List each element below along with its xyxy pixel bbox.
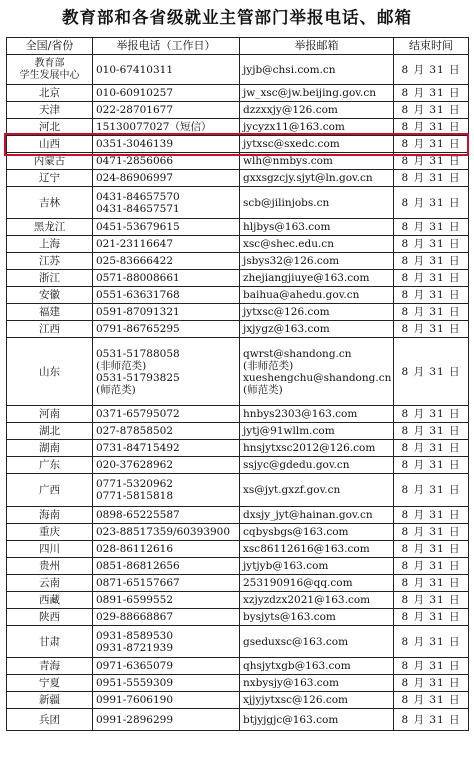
phone-cell-line: 025-83666422 xyxy=(96,255,174,267)
phone-cell-line: 0991-7606190 xyxy=(96,694,174,706)
end-date-cell: 8 月 31 日 xyxy=(394,187,469,219)
email-cell-line: dxsjy_jyt@hainan.gov.cn xyxy=(243,509,373,521)
email-cell xyxy=(240,474,394,507)
table-row xyxy=(7,709,469,731)
email-cell-line: xjjyjytxsc@126.com xyxy=(243,694,348,706)
email-cell-line: btjyjgjc@163.com xyxy=(243,713,339,726)
phone-cell-line: 0851-86812656 xyxy=(96,560,180,572)
phone-cell xyxy=(93,507,240,524)
phone-cell xyxy=(93,440,240,457)
phone-cell xyxy=(93,423,240,440)
end-date-cell: 8 月 31 日 xyxy=(394,153,469,170)
region-cell xyxy=(7,187,93,219)
region-cell-line: 河北 xyxy=(39,121,60,133)
phone-cell xyxy=(93,187,240,219)
region-cell-line: 重庆 xyxy=(39,526,60,538)
phone-cell xyxy=(93,406,240,423)
table-row xyxy=(7,692,469,709)
region-cell xyxy=(7,219,93,236)
phone-cell-line: 0591-87091321 xyxy=(96,306,180,318)
phone-cell-line: 15130077027（短信） xyxy=(96,121,212,133)
region-cell xyxy=(7,457,93,474)
email-cell xyxy=(240,85,394,102)
email-cell-line: dzzxxjy@126.com xyxy=(243,104,338,116)
phone-cell-line: (非师范类) xyxy=(96,359,147,372)
email-cell xyxy=(240,236,394,253)
email-cell-line: jytxsc@126.com xyxy=(243,306,330,318)
phone-cell-line: 0771-5320962 xyxy=(96,478,174,490)
phone-cell-line: 022-28701677 xyxy=(96,104,174,116)
phone-cell-line: 0731-84715492 xyxy=(96,442,180,454)
region-cell-line: 广西 xyxy=(39,484,60,496)
end-date-cell: 8 月 31 日 xyxy=(394,253,469,270)
email-cell-line: jytjyb@163.com xyxy=(243,560,329,572)
email-cell xyxy=(240,692,394,709)
header-region: 全国/省份 xyxy=(7,38,93,55)
phone-cell xyxy=(93,102,240,119)
table-row xyxy=(7,575,469,592)
phone-cell-line: 0471-2856066 xyxy=(96,155,174,167)
region-cell-line: 四川 xyxy=(39,543,60,555)
table-row xyxy=(7,102,469,119)
email-cell-line: jytj@91wllm.com xyxy=(243,425,335,437)
region-cell xyxy=(7,474,93,507)
email-cell xyxy=(240,541,394,558)
end-date-cell: 8 月 31 日 xyxy=(394,507,469,524)
phone-cell xyxy=(93,170,240,187)
email-cell-line: qhsjytxgb@163.com xyxy=(243,660,351,672)
end-date-cell: 8 月 31 日 xyxy=(394,541,469,558)
region-cell-line: 福建 xyxy=(39,306,60,318)
table-row xyxy=(7,609,469,626)
region-cell xyxy=(7,658,93,675)
region-cell-line: 山西 xyxy=(39,138,60,150)
table-row xyxy=(7,474,469,507)
table-row xyxy=(7,406,469,423)
email-cell xyxy=(240,287,394,304)
table-row xyxy=(7,524,469,541)
phone-cell xyxy=(93,658,240,675)
phone-cell xyxy=(93,153,240,170)
table-row xyxy=(7,423,469,440)
region-cell-line: 江苏 xyxy=(39,255,60,267)
region-cell xyxy=(7,338,93,406)
email-cell-line: baihua@ahedu.gov.cn xyxy=(243,289,360,301)
end-date-cell: 8 月 31 日 xyxy=(394,270,469,287)
phone-cell xyxy=(93,321,240,338)
region-cell xyxy=(7,321,93,338)
phone-cell xyxy=(93,457,240,474)
region-cell-line: 西藏 xyxy=(39,594,60,606)
region-cell-line: 北京 xyxy=(39,87,60,99)
region-cell xyxy=(7,575,93,592)
phone-cell xyxy=(93,524,240,541)
email-cell xyxy=(240,136,394,153)
email-cell-line: jycyzx11@163.com xyxy=(243,121,345,133)
table-row xyxy=(7,338,469,406)
end-date-cell: 8 月 31 日 xyxy=(394,236,469,253)
region-cell xyxy=(7,236,93,253)
end-date-cell: 8 月 31 日 xyxy=(394,658,469,675)
region-cell-line: 河南 xyxy=(39,408,60,420)
region-cell xyxy=(7,423,93,440)
region-cell xyxy=(7,524,93,541)
region-cell-line: 教育部 xyxy=(34,57,65,69)
phone-cell xyxy=(93,136,240,153)
email-cell-line: 253190916@qq.com xyxy=(243,577,353,589)
phone-cell xyxy=(93,609,240,626)
email-cell-line: gxxsgzcjy.sjyt@ln.gov.cn xyxy=(243,172,373,184)
email-cell xyxy=(240,709,394,731)
region-cell xyxy=(7,136,93,153)
email-cell-line: hnbys2303@163.com xyxy=(243,408,358,420)
email-cell xyxy=(240,507,394,524)
region-cell-line: 学生发展中心 xyxy=(19,69,80,81)
phone-cell-line: 010-67410311 xyxy=(96,63,174,76)
email-cell-line: hnsjytxsc2012@126.com xyxy=(243,442,376,454)
phone-cell-line: 0971-6365079 xyxy=(96,660,174,672)
email-cell xyxy=(240,119,394,136)
end-date-cell: 8 月 31 日 xyxy=(394,119,469,136)
region-cell-line: 贵州 xyxy=(39,560,60,572)
table-row xyxy=(7,304,469,321)
email-cell xyxy=(240,524,394,541)
end-date-cell: 8 月 31 日 xyxy=(394,304,469,321)
header-email: 举报邮箱 xyxy=(240,38,394,55)
phone-cell-line: 020-37628962 xyxy=(96,459,174,471)
phone-cell-line: 024-86906997 xyxy=(96,172,174,184)
header-phone: 举报电话（工作日） xyxy=(93,38,240,55)
email-cell-line: jyjb@chsi.com.cn xyxy=(243,63,336,76)
email-cell xyxy=(240,270,394,287)
email-cell-line: jxjygz@163.com xyxy=(243,323,330,335)
email-cell xyxy=(240,338,394,406)
region-cell xyxy=(7,270,93,287)
email-cell-line: xsc@shec.edu.cn xyxy=(243,238,334,250)
end-date-cell: 8 月 31 日 xyxy=(394,575,469,592)
table-body xyxy=(7,55,469,731)
email-cell-line: xueshengchu@shandong.cn xyxy=(243,371,392,384)
region-cell-line: 新疆 xyxy=(39,694,60,706)
email-cell xyxy=(240,253,394,270)
table-row xyxy=(7,287,469,304)
table-row xyxy=(7,457,469,474)
table-row xyxy=(7,187,469,219)
email-cell xyxy=(240,406,394,423)
phone-cell-line: 0531-51788058 xyxy=(96,347,180,360)
region-cell-line: 湖北 xyxy=(39,425,60,437)
email-cell-line: scb@jilinjobs.cn xyxy=(243,196,330,209)
region-cell-line: 吉林 xyxy=(39,196,60,209)
end-date-cell: 8 月 31 日 xyxy=(394,592,469,609)
email-cell-line: (非师范类) xyxy=(243,359,294,372)
email-cell-line: jsbys32@126.com xyxy=(243,255,340,267)
email-cell xyxy=(240,457,394,474)
page-title: 教育部和各省级就业主管部门举报电话、邮箱 xyxy=(62,8,412,27)
table-row xyxy=(7,558,469,575)
phone-cell-line: 0931-8721939 xyxy=(96,641,174,654)
end-date-cell: 8 月 31 日 xyxy=(394,85,469,102)
region-cell-line: 宁夏 xyxy=(39,677,60,689)
email-cell xyxy=(240,575,394,592)
region-cell xyxy=(7,675,93,692)
email-cell xyxy=(240,675,394,692)
phone-cell-line: 0571-88008661 xyxy=(96,272,180,284)
phone-cell-line: 0551-63631768 xyxy=(96,289,180,301)
phone-cell-line: 0431-84657571 xyxy=(96,202,180,215)
email-cell-line: ssjyc@gdedu.gov.cn xyxy=(243,459,350,471)
table-row xyxy=(7,119,469,136)
phone-cell-line: 029-88668867 xyxy=(96,611,174,623)
region-cell-line: 广东 xyxy=(39,459,60,471)
phone-cell xyxy=(93,338,240,406)
table-row xyxy=(7,136,469,153)
email-cell-line: hljbys@163.com xyxy=(243,221,331,233)
phone-cell xyxy=(93,55,240,85)
table-row xyxy=(7,55,469,85)
region-cell-line: 黑龙江 xyxy=(33,221,66,233)
table-header-row xyxy=(7,38,469,55)
phone-cell-line: 027-87858502 xyxy=(96,425,174,437)
region-cell xyxy=(7,440,93,457)
phone-cell xyxy=(93,287,240,304)
phone-cell xyxy=(93,558,240,575)
region-cell xyxy=(7,406,93,423)
email-cell-line: xsc86112616@163.com xyxy=(243,543,370,555)
email-cell-line: gseduxsc@163.com xyxy=(243,635,349,648)
email-cell xyxy=(240,321,394,338)
end-date-cell: 8 月 31 日 xyxy=(394,626,469,658)
end-date-cell: 8 月 31 日 xyxy=(394,692,469,709)
table-row xyxy=(7,153,469,170)
email-cell xyxy=(240,304,394,321)
phone-cell xyxy=(93,626,240,658)
email-cell-line: jytxsc@sxedc.com xyxy=(243,138,340,150)
email-cell xyxy=(240,592,394,609)
phone-cell xyxy=(93,119,240,136)
phone-cell-line: 0771-5815818 xyxy=(96,490,174,502)
region-cell xyxy=(7,541,93,558)
table-row xyxy=(7,675,469,692)
end-date-cell: 8 月 31 日 xyxy=(394,423,469,440)
region-cell-line: 上海 xyxy=(39,238,60,250)
contact-table xyxy=(6,37,469,731)
phone-cell xyxy=(93,474,240,507)
phone-cell xyxy=(93,253,240,270)
region-cell xyxy=(7,170,93,187)
email-cell xyxy=(240,102,394,119)
table-row xyxy=(7,658,469,675)
phone-cell-line: (师范类) xyxy=(96,383,136,396)
header-end-date: 结束时间 xyxy=(394,38,469,55)
email-cell-line: xzjyzdzx2021@163.com xyxy=(243,594,371,606)
region-cell-line: 山东 xyxy=(39,365,60,378)
region-cell-line: 辽宁 xyxy=(39,172,60,184)
end-date-cell: 8 月 31 日 xyxy=(394,287,469,304)
email-cell-line: bysjyts@163.com xyxy=(243,611,336,623)
end-date-cell: 8 月 31 日 xyxy=(394,219,469,236)
table-row xyxy=(7,170,469,187)
region-cell-line: 甘肃 xyxy=(39,635,60,648)
email-cell xyxy=(240,558,394,575)
region-cell-line: 陕西 xyxy=(39,611,60,623)
phone-cell-line: 0431-84657570 xyxy=(96,190,180,203)
phone-cell xyxy=(93,236,240,253)
phone-cell xyxy=(93,304,240,321)
end-date-cell: 8 月 31 日 xyxy=(394,55,469,85)
region-cell-line: 海南 xyxy=(39,509,60,521)
end-date-cell: 8 月 31 日 xyxy=(394,440,469,457)
phone-cell-line: 028-86112616 xyxy=(96,543,174,555)
email-cell xyxy=(240,609,394,626)
end-date-cell: 8 月 31 日 xyxy=(394,406,469,423)
email-cell-line: qwrst@shandong.cn xyxy=(243,347,352,360)
email-cell-line: nxbysjy@163.com xyxy=(243,677,339,689)
region-cell xyxy=(7,85,93,102)
end-date-cell: 8 月 31 日 xyxy=(394,170,469,187)
end-date-cell: 8 月 31 日 xyxy=(394,338,469,406)
table-row xyxy=(7,219,469,236)
phone-cell xyxy=(93,675,240,692)
phone-cell-line: 0371-65795072 xyxy=(96,408,180,420)
region-cell-line: 兵团 xyxy=(39,713,60,726)
region-cell xyxy=(7,626,93,658)
region-cell xyxy=(7,507,93,524)
email-cell-line: xs@jyt.gxzf.gov.cn xyxy=(243,484,341,496)
email-cell xyxy=(240,440,394,457)
phone-cell xyxy=(93,541,240,558)
end-date-cell: 8 月 31 日 xyxy=(394,321,469,338)
end-date-cell: 8 月 31 日 xyxy=(394,102,469,119)
end-date-cell: 8 月 31 日 xyxy=(394,457,469,474)
table-row xyxy=(7,626,469,658)
region-cell-line: 青海 xyxy=(39,660,60,672)
phone-cell-line: 0351-3046139 xyxy=(96,138,174,150)
region-cell-line: 湖南 xyxy=(39,442,60,454)
table-row xyxy=(7,507,469,524)
phone-cell-line: 0791-86765295 xyxy=(96,323,180,335)
region-cell-line: 安徽 xyxy=(39,289,60,301)
end-date-cell: 8 月 31 日 xyxy=(394,524,469,541)
email-cell xyxy=(240,170,394,187)
table-row xyxy=(7,253,469,270)
phone-cell xyxy=(93,592,240,609)
region-cell xyxy=(7,55,93,85)
phone-cell-line: 0931-8589530 xyxy=(96,629,174,642)
region-cell xyxy=(7,287,93,304)
table-row xyxy=(7,592,469,609)
email-cell-line: (师范类) xyxy=(243,383,283,396)
region-cell xyxy=(7,592,93,609)
email-cell-line: jw_xsc@jw.beijing.gov.cn xyxy=(243,87,376,99)
end-date-cell: 8 月 31 日 xyxy=(394,474,469,507)
phone-cell xyxy=(93,575,240,592)
table-row xyxy=(7,270,469,287)
email-cell-line: wlh@nmbys.com xyxy=(243,155,333,167)
region-cell xyxy=(7,153,93,170)
region-cell-line: 天津 xyxy=(39,104,60,116)
email-cell xyxy=(240,658,394,675)
region-cell xyxy=(7,558,93,575)
email-cell xyxy=(240,423,394,440)
end-date-cell: 8 月 31 日 xyxy=(394,136,469,153)
phone-cell-line: 0531-51793825 xyxy=(96,371,180,384)
region-cell-line: 内蒙古 xyxy=(33,155,66,167)
region-cell xyxy=(7,609,93,626)
phone-cell xyxy=(93,85,240,102)
phone-cell xyxy=(93,219,240,236)
phone-cell-line: 021-23116647 xyxy=(96,238,174,250)
table-row xyxy=(7,85,469,102)
phone-cell-line: 0898-65225587 xyxy=(96,509,180,521)
phone-cell-line: 0951-5559309 xyxy=(96,677,174,689)
email-cell xyxy=(240,626,394,658)
phone-cell-line: 0891-6599552 xyxy=(96,594,174,606)
phone-cell-line: 0991-2896299 xyxy=(96,713,174,726)
phone-cell xyxy=(93,692,240,709)
table-row xyxy=(7,440,469,457)
region-cell xyxy=(7,119,93,136)
end-date-cell: 8 月 31 日 xyxy=(394,675,469,692)
email-cell xyxy=(240,219,394,236)
region-cell-line: 浙江 xyxy=(39,272,60,284)
region-cell xyxy=(7,102,93,119)
region-cell xyxy=(7,692,93,709)
email-cell-line: zhejiangjiuye@163.com xyxy=(243,272,370,284)
region-cell-line: 江西 xyxy=(39,323,60,335)
end-date-cell: 8 月 31 日 xyxy=(394,609,469,626)
phone-cell xyxy=(93,709,240,731)
region-cell-line: 云南 xyxy=(39,577,60,589)
phone-cell-line: 0451-53679615 xyxy=(96,221,180,233)
table-row xyxy=(7,236,469,253)
phone-cell-line: 010-60910257 xyxy=(96,87,174,99)
region-cell xyxy=(7,709,93,731)
region-cell xyxy=(7,304,93,321)
email-cell xyxy=(240,55,394,85)
phone-cell-line: 023-88517359/60393900 xyxy=(96,526,231,538)
phone-cell-line: 0871-65157667 xyxy=(96,577,180,589)
end-date-cell: 8 月 31 日 xyxy=(394,709,469,731)
end-date-cell: 8 月 31 日 xyxy=(394,558,469,575)
email-cell xyxy=(240,187,394,219)
email-cell xyxy=(240,153,394,170)
region-cell xyxy=(7,253,93,270)
phone-cell xyxy=(93,270,240,287)
table-row xyxy=(7,321,469,338)
email-cell-line: cqbysbgs@163.com xyxy=(243,526,349,538)
table-row xyxy=(7,541,469,558)
